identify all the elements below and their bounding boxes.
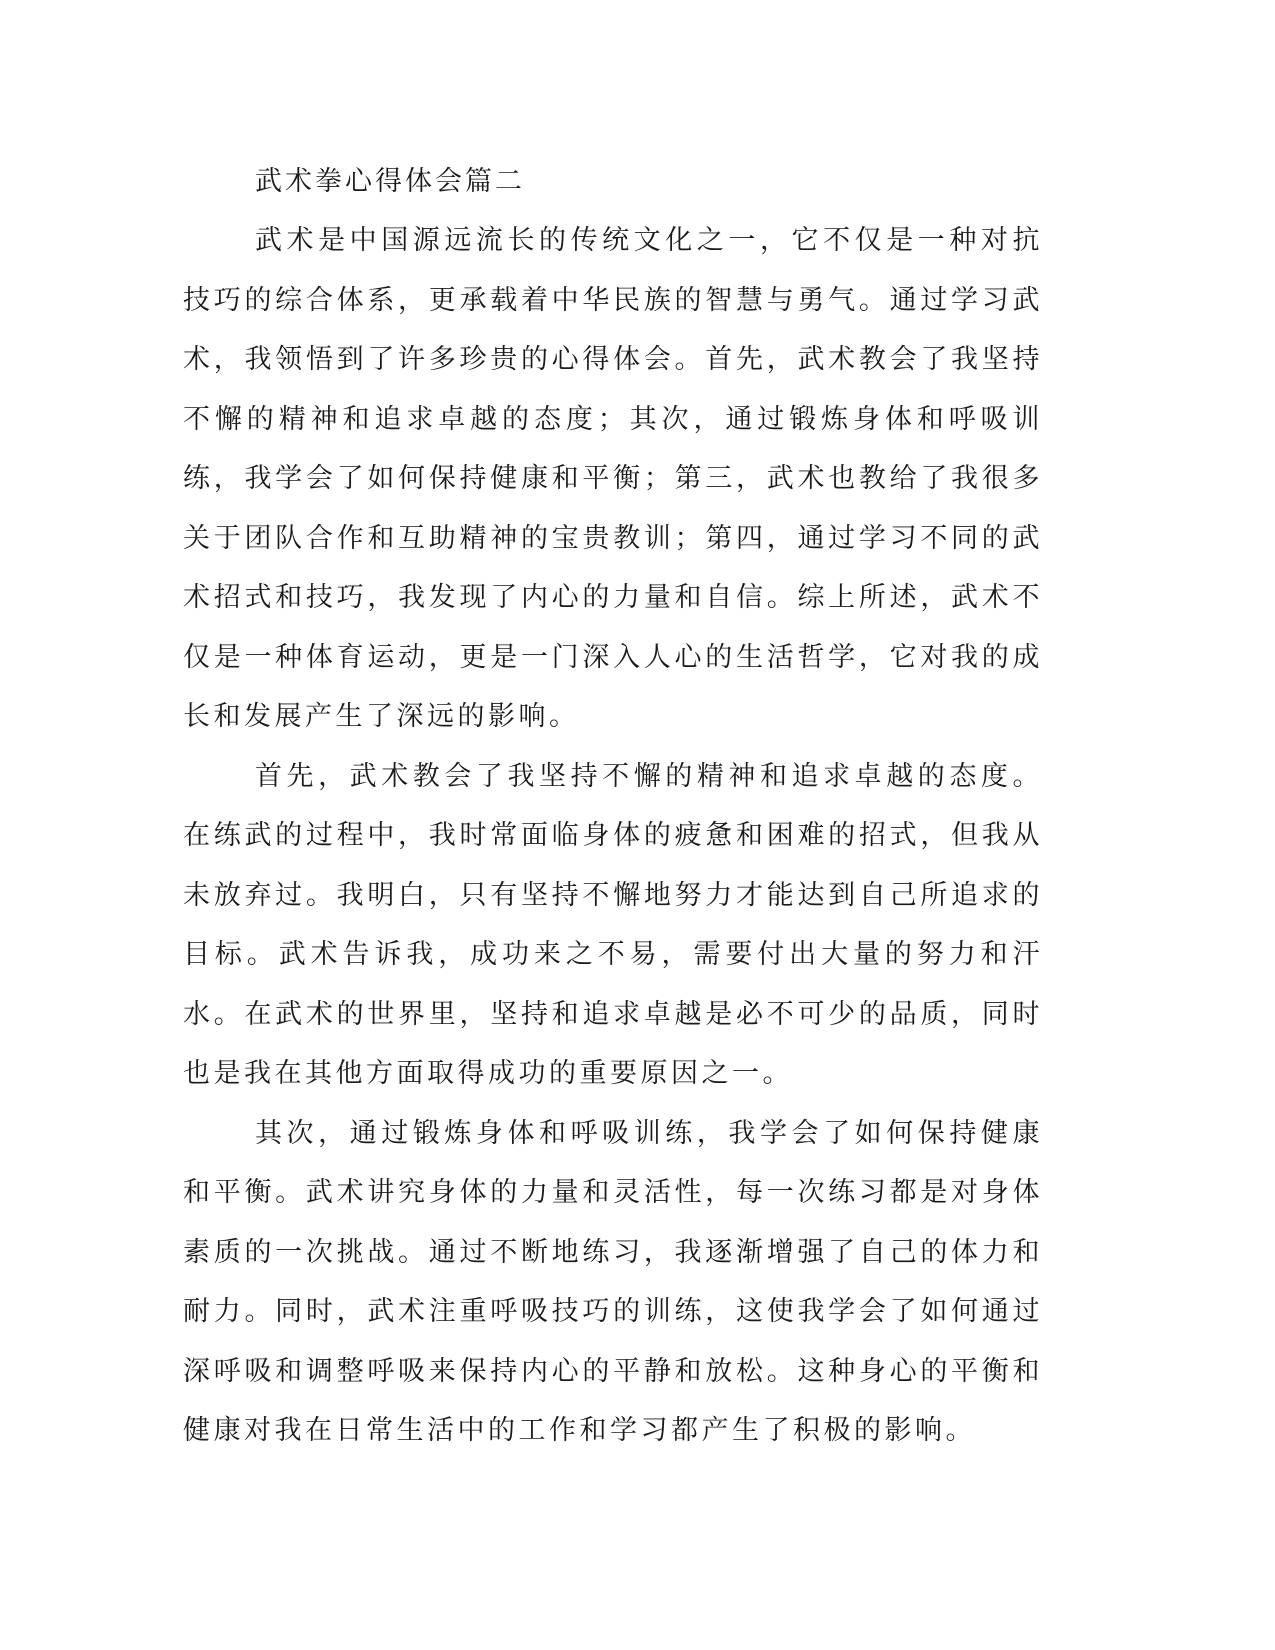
document-body	[183, 152, 1043, 1461]
paragraph-intro: 武术是中国源远流长的传统文化之一，它不仅是一种对抗技巧的综合体系，更承载着中华民族的智慧与勇气。通过学习武术，我领悟到了许多珍贵的心得体会。首先，武术教会了我坚持不懈的精神和追求卓越的态度；其次，通过锻炼身体和呼吸训练，我学会了如何保持健康和平衡；第三，武术也教给了我很多关于团队合作和互助精神的宝贵教训；第四，通过学习不同的武术招式和技巧，我发现了内心的力量和自信。综上所述，武术不仅是一种体育运动，更是一门深入人心的生活哲学，它对我的成长和发展产生了深远的影响。	[183, 225, 1043, 732]
document-title: 武术拳心得体会篇二	[255, 166, 525, 197]
paragraph-perseverance: 首先，武术教会了我坚持不懈的精神和追求卓越的态度。在练武的过程中，我时常面临身体的疲惫和困难的招式，但我从未放弃过。我明白，只有坚持不懈地努力才能达到自己所追求的目标。武术告诉我，成功来之不易，需要付出大量的努力和汗水。在武术的世界里，坚持和追求卓越是必不可少的品质，同时也是我在其他方面取得成功的重要原因之一。	[183, 760, 1043, 1089]
paragraph-health-balance: 其次，通过锻炼身体和呼吸训练，我学会了如何保持健康和平衡。武术讲究身体的力量和灵活性，每一次练习都是对身体素质的一次挑战。通过不断地练习，我逐渐增强了自己的体力和耐力。同时，武术注重呼吸技巧的训练，这使我学会了如何通过深呼吸和调整呼吸来保持内心的平静和放松。这种身心的平衡和健康对我在日常生活中的工作和学习都产生了积极的影响。	[183, 1117, 1043, 1446]
